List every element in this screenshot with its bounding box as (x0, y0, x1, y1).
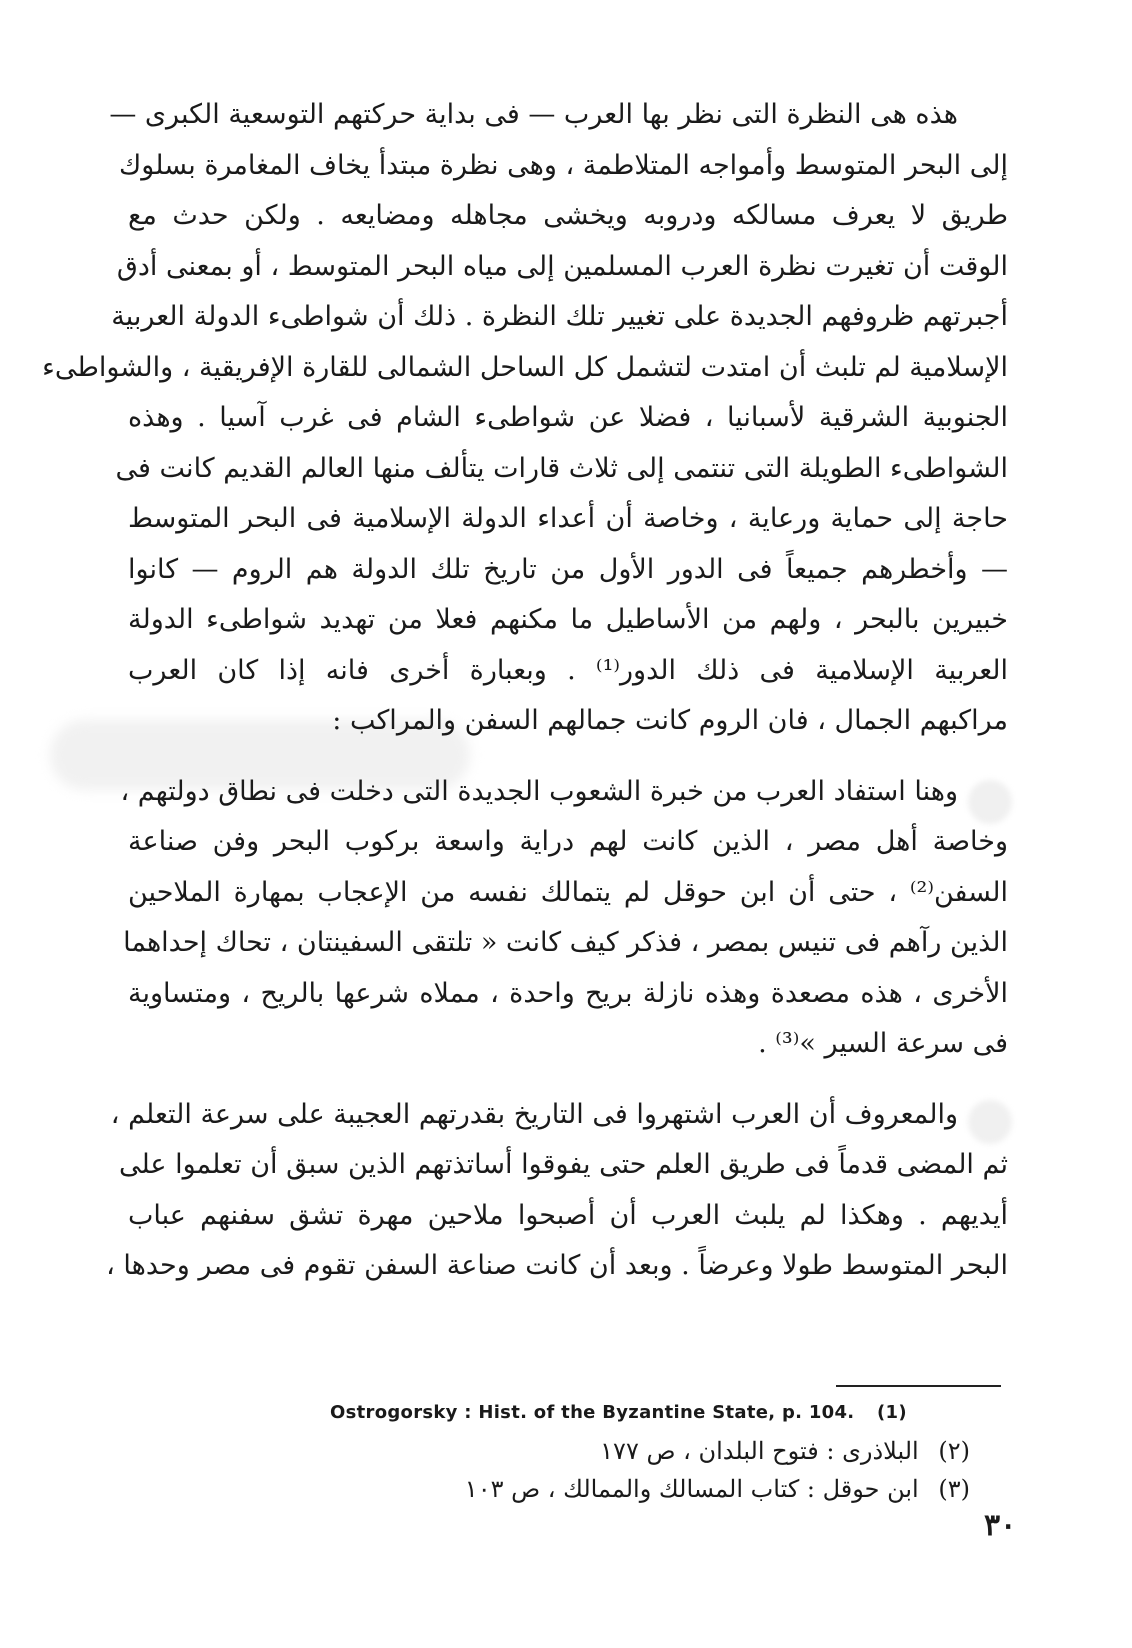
text-line: السفن⁽²⁾ ، حتى أن ابن حوقل لم يتمالك نفسه من الإعجاب بمهارة الملاحين (128, 876, 1008, 908)
text-line: ثم المضى قدماً فى طريق العلم حتى يفوقوا أساتذتهم الذين سبق أن تعلموا على (118, 1149, 1008, 1180)
text-line: طريق لا يعرف مسالكه ودروبه ويخشى مجاهله ومضايعه . ولكن حدث مع (128, 200, 1009, 231)
text-line: خبيرين بالبحر ، ولهم من الأساطيل ما مكنهم فعلا من تهديد شواطىء الدولة (128, 604, 1008, 635)
text-line: هذه هى النظرة التى نظر بها العرب — فى بداية حركتهم التوسعية الكبرى — (109, 99, 958, 130)
text-line: الإسلامية لم تلبث أن امتدت لتشمل كل الساحل الشمالى للقارة الإفريقية ، والشواطىء (42, 351, 1008, 383)
footnote-2-number: (٢) (938, 1437, 970, 1465)
footnote-1-number: (1) (877, 1402, 907, 1423)
footnotes (330, 1394, 970, 1508)
text-line: الشواطىء الطويلة التى تنتمى إلى ثلاث قارات يتألف منها العالم القديم كانت فى (115, 452, 1008, 484)
text-line: فى سرعة السير »⁽³⁾ . (758, 1028, 1008, 1059)
footnote-separator (836, 1385, 1001, 1387)
paragraph-2 (120, 767, 1008, 1070)
footnote-3 (330, 1470, 970, 1508)
text-line: مراكبهم الجمال ، فان الروم كانت جمالهم السفن والمراكب : (332, 705, 1008, 736)
text-line: أجبرتهم ظروفهم الجديدة على تغيير تلك النظرة . ذلك أن شواطىء الدولة العربية (111, 301, 1008, 332)
page-number: ٣٠ (984, 1508, 1017, 1543)
text-line: أيديهم . وهكذا لم يلبث العرب أن أصبحوا ملاحين مهرة تشق سفنهم عباب (128, 1199, 1008, 1231)
paragraph-1 (42, 90, 1009, 747)
footnote-1 (330, 1394, 970, 1432)
text-line: الذين رآهم فى تنيس بمصر ، فذكر كيف كانت « تلتقى السفينتان ، تحاك إحداهما (123, 927, 1008, 958)
footnote-1-text: Ostrogorsky : Hist. of the Byzantine State, p. 104. (330, 1402, 855, 1423)
text-line: حاجة إلى حماية ورعاية ، وخاصة أن أعداء الدولة الإسلامية فى البحر المتوسط (128, 503, 1008, 534)
text-line: الجنوبية الشرقية لأسبانيا ، فضلا عن شواطىء الشام فى غرب آسيا . وهذه (128, 402, 1008, 433)
text-line: — وأخطرهم جميعاً فى الدور الأول من تاريخ تلك الدولة هم الروم — كانوا (128, 553, 1008, 585)
text-line: والمعروف أن العرب اشتهروا فى التاريخ بقدرتهم العجيبة على سرعة التعلم ، (110, 1098, 958, 1130)
text-line: العربية الإسلامية فى ذلك الدور⁽¹⁾ . وبعبارة أخرى فانه إذا كان العرب (128, 654, 1008, 686)
paragraph-3 (106, 1090, 1008, 1292)
text-line: الوقت أن تغيرت نظرة العرب المسلمين إلى مياه البحر المتوسط ، أو بمعنى أدق (116, 250, 1008, 282)
body-text (42, 90, 1009, 1292)
text-line: وهنا استفاد العرب من خبرة الشعوب الجديدة التى دخلت فى نطاق دولتهم ، (120, 775, 958, 807)
text-line: الأخرى ، هذه مصعدة وهذه نازلة بريح واحدة ، مملاه شرعها بالريح ، ومتساوية (128, 977, 1008, 1009)
footnote-2 (330, 1432, 970, 1470)
text-line: البحر المتوسط طولا وعرضاً . وبعد أن كانت صناعة السفن تقوم فى مصر وحدها ، (106, 1250, 1008, 1281)
footnote-3-number: (٣) (938, 1475, 970, 1503)
footnote-3-text: ابن حوقل : كتاب المسالك والممالك ، ص ١٠٣ (464, 1475, 919, 1503)
text-line: إلى البحر المتوسط وأمواجه المتلاطمة ، وهى نظرة مبتدأ يخاف المغامرة بسلوك (119, 149, 1008, 181)
footnote-2-text: البلاذرى : فتوح البلدان ، ص ١٧٧ (600, 1437, 919, 1465)
text-line: وخاصة أهل مصر ، الذين كانت لهم دراية واسعة بركوب البحر وفن صناعة (128, 826, 1008, 857)
